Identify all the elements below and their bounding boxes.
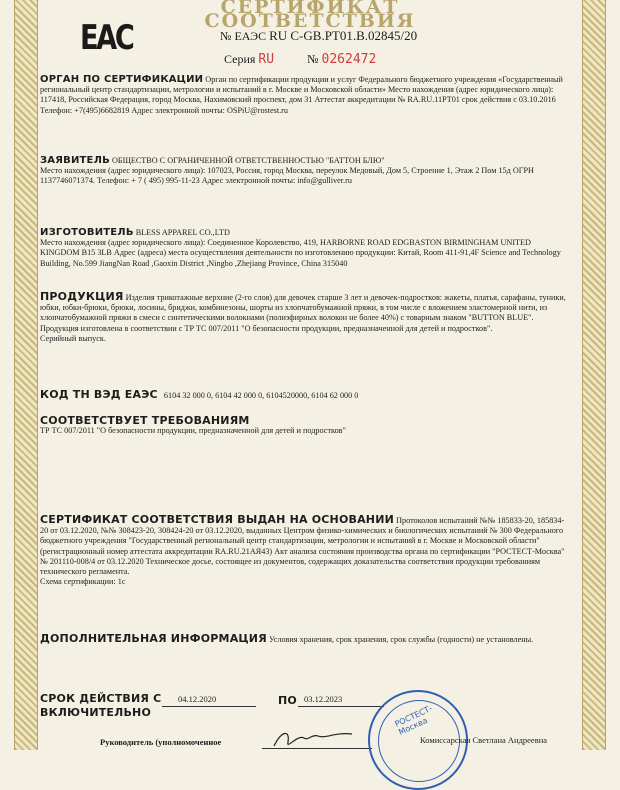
to-label: ПО	[278, 694, 297, 707]
basis-text: Протоколов испытаний №№ 185833-20, 185834-20 от 03.12.2020, №№ 308423-20, 308424-20 от 03.12.2020, выданных Центром физико-химических и биологических испытаний № 300 Федерального бюджетного учреждения "Государственный региональный центр стандартизации, метрологии и испытаний в г. Москве и Московской области" (регистрационный номер аттестата аккредитации RA.RU.21AЯ43) Акт анализа состояния производства органа по сертификации "РОСТЕСТ-Москва" № 201110-008/4 от 03.12.2020 Техническое досье, состоящее из документов, содержащих доказательства соответствия продукции требованиям технического регламента.	[40, 516, 565, 577]
date-from-underline	[162, 706, 256, 707]
basis-scheme: Схема сертификации: 1с	[40, 577, 126, 587]
basis-section	[40, 515, 572, 587]
applicant-section	[40, 156, 572, 187]
validity-heading-inclusive: ВКЛЮЧИТЕЛЬНО	[40, 706, 152, 720]
series-row	[224, 52, 376, 67]
organ-heading: ОРГАН ПО СЕРТИФИКАЦИИ	[40, 74, 204, 85]
right-ornamental-border	[582, 0, 606, 750]
certificate-number	[220, 28, 417, 44]
manufacturer-name: BLESS APPAREL CO.,LTD	[135, 228, 230, 237]
manufacturer-text: Место нахождения (адрес юридического лица): Соединенное Королевство, 419, HARBORNE ROAD EDGBASTON BIRMINGHAM UNITED KINGDOM B15 3LB Адрес (адреса) места осуществления деятельности по изготовлению продукции: Китай, Room 411-91,4F Science and Technology Building, No.599 JiangNan Road ,Gaoxin District ,Ningbo ,Zhejiang Province, China 315040	[40, 238, 561, 268]
manufacturer-heading: ИЗГОТОВИТЕЛЬ	[40, 227, 134, 238]
signature	[268, 728, 358, 752]
stamp-text: РОСТЕСТ-Москва	[393, 703, 434, 737]
manufacturer-section	[40, 228, 572, 269]
requirements-text: ТР ТС 007/2011 "О безопасности продукции, предназначенной для детей и подростков"	[40, 426, 346, 436]
applicant-text: Место нахождения (адрес юридического лица): 107023, Россия, город Москва, переулок Медовый, Дом 5, Строение 1, Этаж 2 Пом 15д ОГРН 1137746071374. Телефон: + 7 ( 495) 995-11-23 Адрес электронной почты: info@gulliver.ru	[40, 166, 534, 186]
requirements-heading: СООТВЕТСТВУЕТ ТРЕБОВАНИЯМ	[40, 414, 250, 427]
additional-section	[40, 634, 572, 645]
additional-text: Условия хранения, срок хранения, срок службы (годности) не установлены.	[268, 635, 534, 644]
product-heading: ПРОДУКЦИЯ	[40, 290, 124, 303]
product-text: Изделия трикотажные верхние (2-го слоя) для девочек старше 3 лет и девочек-подростков: жакеты, платья, сарафаны, туники, юбки, юбки-брюки, брюки, лосины, бриджи, комбинезоны, шорты из хлопчатобумажной пряжи, в том числе с вложением эластомерной нити, из хлопчатобумажной пряжи в смеси с синтетическими волокнами (полиэфирных волокон не более 40%) с товарным знаком "BUTTON BLUE". Продукция изготовлена в соответствии с ТР ТС 007/2011 "О безопасности продукции, предназначенной для детей и подростков".	[40, 293, 566, 333]
applicant-name: ОБЩЕСТВО С ОГРАНИЧЕННОЙ ОТВЕТСТВЕННОСТЬЮ "БАТТОН БЛЮ"	[111, 156, 385, 165]
number-label: №	[307, 52, 319, 66]
certificate-banner: СЕРТИФИКАТ СООТВЕТСТВИЯ	[204, 0, 416, 32]
date-to-underline	[298, 706, 384, 707]
product-serial: Серийный выпуск.	[40, 333, 106, 343]
requirements-section	[40, 416, 572, 436]
cert-prefix: № ЕАЭС	[220, 29, 267, 43]
series-label: Серия	[224, 52, 256, 66]
head-name: Комиссарская Светлана Андреевна	[420, 735, 548, 745]
cert-number-value: RU C-GB.PT01.B.02845/20	[269, 28, 418, 43]
date-to: 03.12.2023	[304, 694, 343, 704]
left-ornamental-border	[14, 0, 38, 750]
codes-heading: КОД ТН ВЭД ЕАЭС	[40, 388, 158, 401]
additional-heading: ДОПОЛНИТЕЛЬНАЯ ИНФОРМАЦИЯ	[40, 632, 267, 645]
head-label: Руководитель (уполномоченное	[100, 737, 222, 747]
series-value: RU	[258, 52, 275, 67]
basis-heading: СЕРТИФИКАТ СООТВЕТСТВИЯ ВЫДАН НА ОСНОВАНИИ	[40, 513, 395, 526]
number-value: 0262472	[321, 52, 377, 67]
codes-section	[40, 390, 572, 401]
validity-heading-from: СРОК ДЕЙСТВИЯ С	[40, 692, 162, 705]
eac-logo: ЕАС	[80, 18, 133, 58]
applicant-heading: ЗАЯВИТЕЛЬ	[40, 155, 110, 166]
codes-value: 6104 32 000 0, 6104 42 000 0, 6104520000, 6104 62 000 0	[163, 391, 359, 400]
date-from: 04.12.2020	[178, 694, 217, 704]
product-section	[40, 292, 572, 344]
organ-section	[40, 75, 572, 116]
organ-text: Орган по сертификации продукции и услуг Федерального бюджетного учреждения «Государственный региональный центр стандартизации, метрологии и испытаний в г. Москве и Московской области» Место нахождения (адрес юридического лица): 117418, Российская Федерация, город Москва, Нахимовский проспект, дом 31 Аттестат аккредитации № RA.RU.11PT01 срок действия с 03.10.2016 Телефон: +7(495)6682819 Адрес электронной почты: OSPiU@rostest.ru	[40, 75, 563, 115]
